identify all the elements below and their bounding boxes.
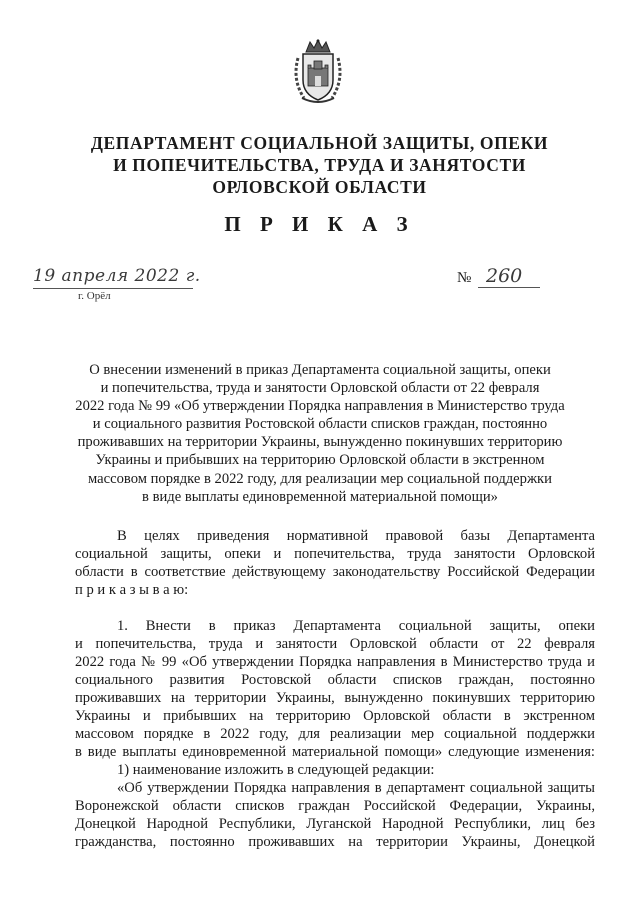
paragraph-line: социальной защиты, опеки и попечительства, труда занятости Орловской	[75, 546, 595, 562]
city-label: г. Орёл	[78, 290, 111, 302]
list-item: 1) наименование изложить в следующей редакции:	[117, 762, 435, 778]
paragraph-line: 1. Внести в приказ Департамента социальной защиты, опеки	[117, 618, 595, 634]
paragraph-line: области в соответствие действующему законодательству Российской Федерации	[75, 564, 595, 580]
paragraph-line: проживавших на территории Украины, вынужденно покинувших территорию	[75, 690, 595, 706]
order-number: 260	[486, 265, 523, 287]
coat-of-arms-icon	[288, 38, 348, 106]
order-body	[75, 527, 595, 851]
subject-line: Украины и прибывших на территорию Орловской области в экстренном	[95, 452, 545, 469]
header-line-2: И ПОПЕЧИТЕЛЬСТВА, ТРУДА И ЗАНЯТОСТИ	[113, 155, 526, 175]
header-line-1: ДЕПАРТАМЕНТ СОЦИАЛЬНОЙ ЗАЩИТЫ, ОПЕКИ	[90, 133, 549, 153]
department-header	[40, 132, 599, 198]
paragraph-line: социального развития Ростовской области списков граждан, постоянно	[75, 672, 595, 688]
paragraph-line: 2022 года № 99 «Об утверждении Порядка направления в Министерство труда и	[75, 654, 595, 670]
order-title: П Р И К А З	[224, 212, 415, 236]
paragraph-line: «Об утверждении Порядка направления в департамент социальной защиты	[117, 780, 595, 796]
date-underline	[33, 288, 193, 289]
subject-line: О внесении изменений в приказ Департамента социальной защиты, опеки	[89, 362, 551, 378]
paragraph-line: Украины и прибывших на территорию Орловской области в экстренном	[75, 708, 595, 724]
order-subject	[70, 361, 570, 506]
header-line-3: ОРЛОВСКОЙ ОБЛАСТИ	[212, 177, 427, 197]
order-date: 19 апреля 2022 г.	[33, 266, 201, 286]
paragraph-line: в виде выплаты единовременной материальной помощи» следующие изменения:	[75, 744, 595, 760]
subject-line: проживавших на территории Украины, вынужденно покинувших территорию	[77, 434, 563, 451]
subject-line: 2022 года № 99 «Об утверждении Порядка направления в Министерство труда	[75, 398, 565, 415]
subject-line: и попечительства, труда и занятости Орловской области от 22 февраля	[100, 380, 540, 397]
paragraph-line: Воронежской области списков граждан Российской Федерации, Украины,	[75, 798, 595, 814]
subject-line: и социального развития Ростовской области списков граждан, постоянно	[92, 416, 548, 433]
paragraph-line: В целях приведения нормативной правовой базы Департамента	[117, 528, 595, 544]
paragraph-line: п р и к а з ы в а ю:	[75, 582, 189, 598]
paragraph-line: массовом порядке в 2022 году, для реализации мер социальной поддержки	[75, 726, 595, 742]
paragraph-line: и попечительства, труда и занятости Орловской области от 22 февраля	[75, 636, 595, 652]
number-sign: №	[457, 270, 472, 286]
subject-line: массовом порядке в 2022 году, для реализации мер социальной поддержки	[88, 470, 552, 487]
subject-line: в виде выплаты единовременной материальной помощи»	[142, 488, 498, 505]
number-underline	[478, 287, 540, 288]
paragraph-line: Донецкой Народной Республики, Луганской Народной Республики, лиц без	[75, 816, 595, 832]
paragraph-line: гражданства, постоянно проживавших на территории Украины, Донецкой	[75, 834, 595, 850]
